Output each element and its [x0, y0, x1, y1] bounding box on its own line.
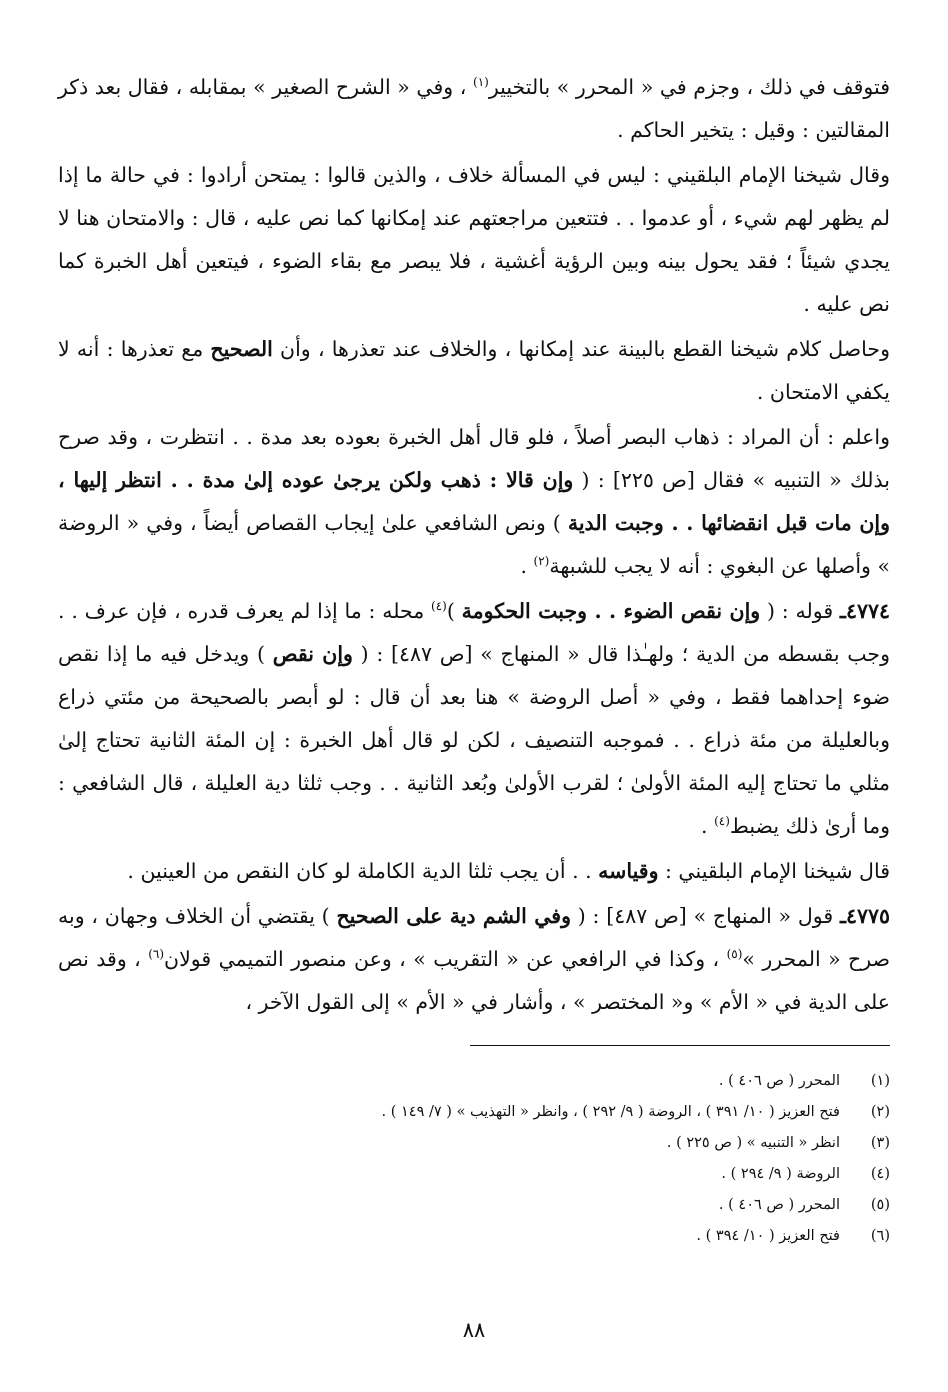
paragraph-2: وقال شيخنا الإمام البلقيني : ليس في المسألة خلاف ، والذين قالوا : يمتحن أرادوا : في حالة ما إذا لم يظهر لهم شيء ، أو عدموا . . فتتعين مراجعتهم عند إمكانها كما نص عليه ، قال : والامتحان هنا لا يجدي شيئاً ؛ فقد يحول بينه وبين الرؤية أغشية ، فلا يبصر مع بقاء الضوء ، فيتعين أهل الخبرة كما نص عليه . — [58, 163, 890, 316]
quoted-text: وإن قالا : ذهب ولكن يرجىٰ عوده إلىٰ مدة . . انتظر إليها ، وإن مات قبل انقضائها . . وجبت الدية — [58, 468, 890, 535]
text-run: . . أن يجب ثلثا الدية الكاملة لو كان النقص من العينين . — [127, 859, 599, 883]
text-run: محله : ما إذا لم يعرف قدره ، فإن عرف . . وجب بقسطه من الدية ؛ ولهـٰذا قال « المنهاج » [ص ٤٨٧] : ( — [58, 599, 891, 666]
footnote-number: (١) — [870, 1073, 890, 1089]
bold-term: الصحيح — [210, 337, 273, 361]
paragraph-6 — [58, 850, 890, 893]
footnote-number: (٦) — [870, 1228, 890, 1244]
issue-number: ٤٧٧٥ـ — [839, 904, 890, 928]
text-run: ) ونص الشافعي علىٰ إيجاب القصاص أيضاً ، وفي « الروضة » وأصلها عن البغوي : أنه لا يجب للشبهة — [58, 511, 890, 578]
footnote-number: (٤) — [870, 1166, 890, 1182]
footnote-text: المحرر ( ص ٤٠٦ ) . — [718, 1197, 840, 1213]
footnote-item — [58, 1159, 890, 1190]
paragraph-7 — [58, 895, 890, 1024]
text-run: ، وفي « الشرح الصغير » بمقابله ، فقال بعد ذكر المقالتين : وقيل : يتخير الحاكم . — [58, 75, 890, 142]
text-run: ) ويدخل فيه ما إذا نقص ضوء إحداهما فقط ، وفي « أصل الروضة » هنا بعد أن قال : لو أبصر بالصحيحة من مئتي ذراع وبالعليلة من مئة ذراع . . فموجبه التنصيف ، لكن لو قال أهل الخبرة : إن المئة الثانية تحتاج إلىٰ مثلي ما تحتاج إليه المئة الأولىٰ ؛ لقرب الأولىٰ وبُعد الثانية . . وجب ثلثا دية العليلة ، قال الشافعي : وما أرىٰ ذلك يضبط — [58, 642, 890, 838]
text-run: قوله : ( — [760, 599, 840, 623]
footnote-item — [58, 1190, 890, 1221]
footnote-number: (٥) — [870, 1197, 890, 1213]
footnote-divider — [470, 1045, 890, 1046]
bold-term: وقياسه — [598, 859, 659, 883]
footnote-ref[interactable]: (٥) — [726, 947, 743, 962]
page-number: ٨٨ — [462, 1318, 486, 1342]
main-text — [58, 66, 890, 1024]
text-run: ) — [446, 599, 462, 623]
footnote-text: فتح العزيز ( ١٠/ ٣٩٤ ) . — [696, 1228, 840, 1244]
footnote-text: انظر « التنبيه » ( ص ٢٢٥ ) . — [666, 1135, 840, 1151]
quoted-text: وفي الشم دية على الصحيح — [336, 904, 571, 928]
footnote-text: المحرر ( ص ٤٠٦ ) . — [718, 1073, 840, 1089]
footnote-text: فتح العزيز ( ١٠/ ٣٩١ ) ، الروضة ( ٩/ ٢٩٢ ) ، وانظر « التهذيب » ( ٧/ ١٤٩ ) . — [381, 1104, 840, 1120]
paragraph-5 — [58, 590, 890, 848]
text-run: مع تعذرها : أنه لا يكفي الامتحان . — [58, 337, 890, 404]
footnote-ref[interactable]: (٦) — [148, 947, 165, 962]
footnote-item — [58, 1097, 890, 1128]
footnote-ref[interactable]: (١) — [473, 75, 489, 90]
footnote-item — [58, 1221, 890, 1252]
text-run: . — [520, 554, 534, 578]
text-run: وحاصل كلام شيخنا القطع بالبينة عند إمكانها ، والخلاف عند تعذرها ، وأن — [272, 337, 890, 361]
paragraph-4 — [58, 416, 890, 588]
paragraph-3 — [58, 328, 890, 414]
quoted-text: وإن نقص — [272, 642, 353, 666]
footnote-ref-4[interactable]: (٤) — [714, 814, 730, 829]
footnote-ref[interactable]: (٤) — [431, 599, 447, 614]
footnote-text: الروضة ( ٩/ ٢٩٤ ) . — [721, 1166, 840, 1182]
text-run: واعلم : أن المراد : ذهاب البصر أصلاً ، فلو قال أهل الخبرة بعوده بعد مدة . . انتظرت ، وقد صرح بذلك « التنبيه » فقال [ص ٢٢٥] : ( — [58, 425, 891, 492]
footnote-item — [58, 1128, 890, 1159]
text-run: ، وكذا في الرافعي عن « التقريب » ، وعن منصور التميمي قولان — [164, 947, 727, 971]
text-run: . — [701, 814, 715, 838]
quoted-text: وإن نقص الضوء . . وجبت الحكومة — [461, 599, 761, 623]
footnote-number: (٣) — [870, 1135, 890, 1151]
text-run: فتوقف في ذلك ، وجزم في « المحرر » بالتخيير — [488, 75, 890, 99]
text-run: قال شيخنا الإمام البلقيني : — [658, 859, 890, 883]
issue-number: ٤٧٧٤ـ — [839, 599, 890, 623]
footnote-item — [58, 1066, 890, 1097]
paragraph-1 — [58, 66, 890, 152]
footnote-number: (٢) — [870, 1104, 890, 1120]
text-run: ، وقد نص على الدية في « الأم » و« المختصر » ، وأشار في « الأم » إلى القول الآخر ، — [58, 947, 890, 1014]
text-run: ) يقتضي أن الخلاف وجهان ، وبه صرح « المحرر » — [58, 904, 890, 971]
footnote-ref[interactable]: (٢) — [533, 554, 550, 569]
text-run: قول « المنهاج » [ص ٤٨٧] : ( — [570, 904, 840, 928]
footnotes — [58, 1066, 890, 1252]
